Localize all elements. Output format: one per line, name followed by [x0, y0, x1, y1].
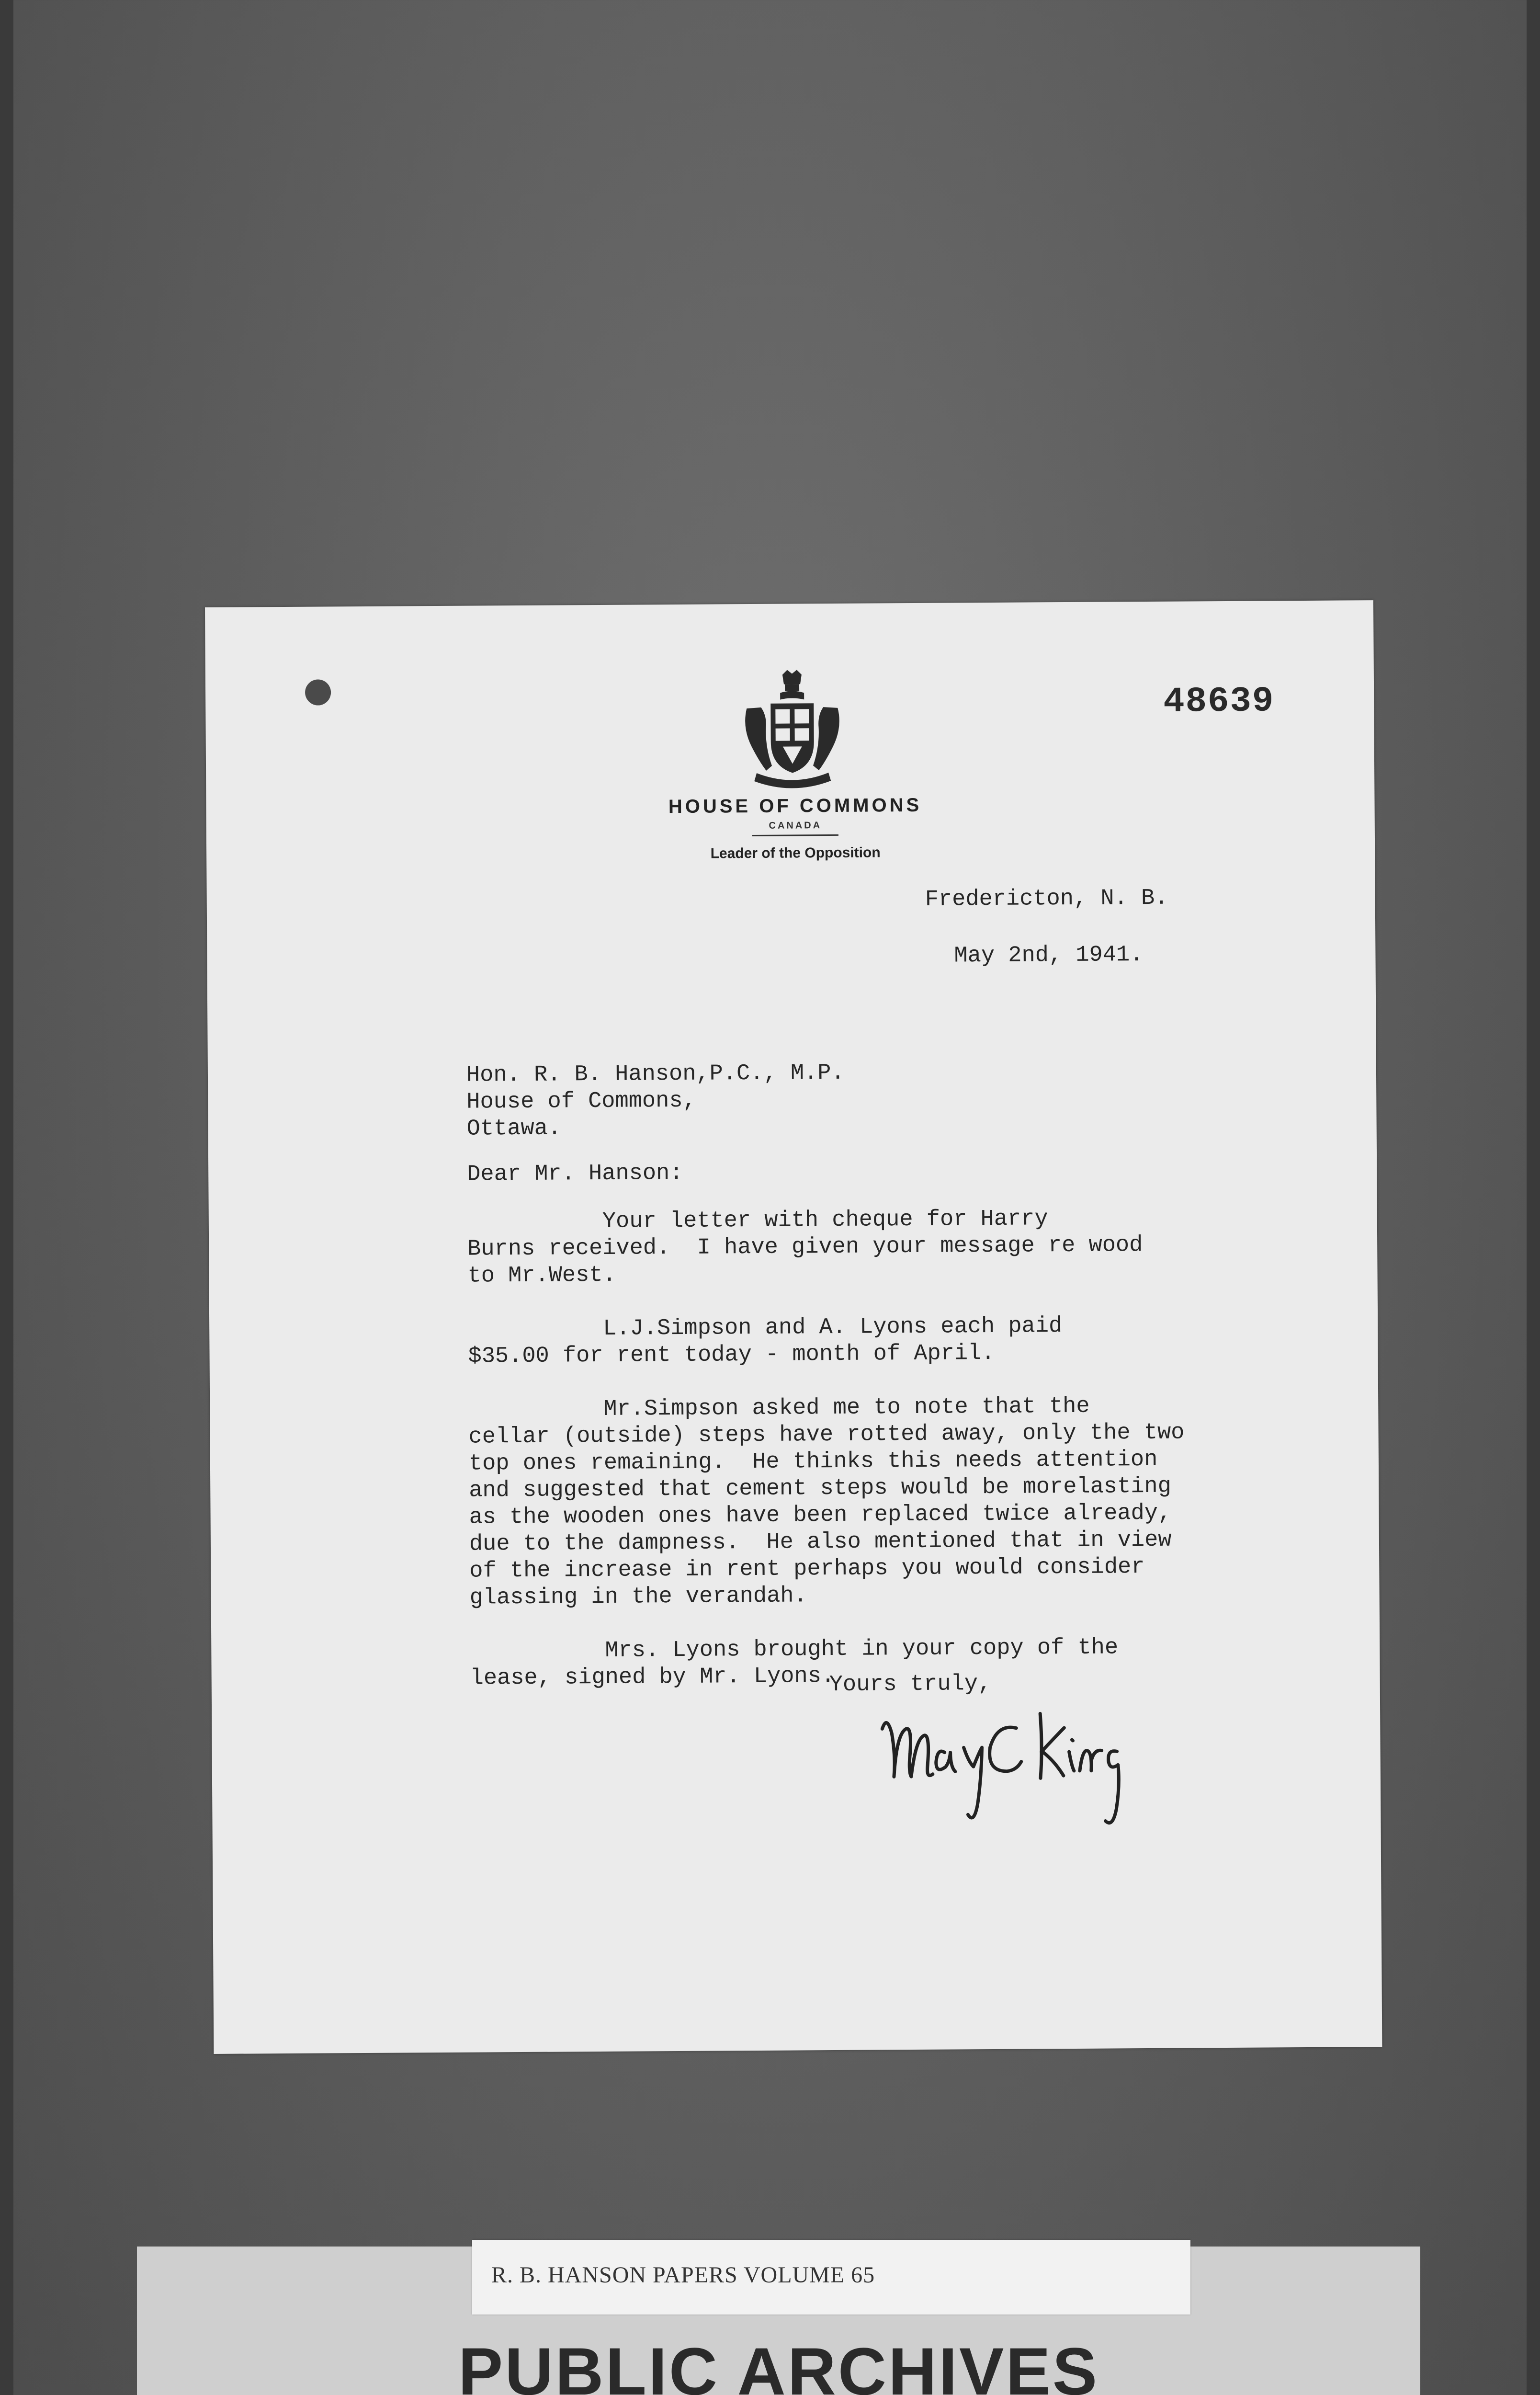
letter-place: Fredericton, N. B.	[925, 885, 1168, 912]
letterhead-divider	[752, 834, 838, 836]
archive-line-english: PUBLIC ARCHIVES	[458, 2334, 1099, 2395]
letter-page	[205, 600, 1382, 2054]
handwritten-signature	[872, 1694, 1142, 1848]
royal-coat-of-arms-icon	[737, 670, 848, 795]
letterhead-office: Leader of the Opposition	[710, 844, 881, 862]
salutation: Dear Mr. Hanson:	[467, 1160, 683, 1187]
letterhead-country: CANADA	[769, 820, 822, 831]
document-number: 48639	[1163, 681, 1275, 722]
punch-hole	[305, 679, 331, 705]
volume-label-text: R. B. HANSON PAPERS VOLUME 65	[491, 2262, 875, 2288]
scan-border-right	[1527, 0, 1540, 2395]
closing: Yours truly,	[829, 1671, 992, 1698]
letterhead-title: HOUSE OF COMMONS	[668, 794, 922, 818]
letter-date: May 2nd, 1941.	[954, 942, 1144, 969]
archive-card	[137, 2247, 1420, 2395]
letter-body: Your letter with cheque for Harry Burns received. I have given your message re wood to Mr.West. L.J.Simpson and A. Lyons each paid $35.00 for rent today - month of April. Mr.Simpson asked me to note that the cellar (outside) steps have rotted away, only the two top ones remaining. He thinks this needs attention and suggested that cement steps would be morelasting as the wooden ones have been replaced twice already, due to the dampness. He also mentioned that in view of the increase in rent perhaps you would consider glassing in the verandah. Mrs. Lyons brought in your copy of the lease, signed by Mr. Lyons.	[467, 1206, 1185, 1691]
scan-border-left	[0, 0, 13, 2395]
recipient-address: Hon. R. B. Hanson,P.C., M.P. House of Commons, Ottawa.	[466, 1060, 845, 1142]
volume-label	[472, 2240, 1190, 2315]
